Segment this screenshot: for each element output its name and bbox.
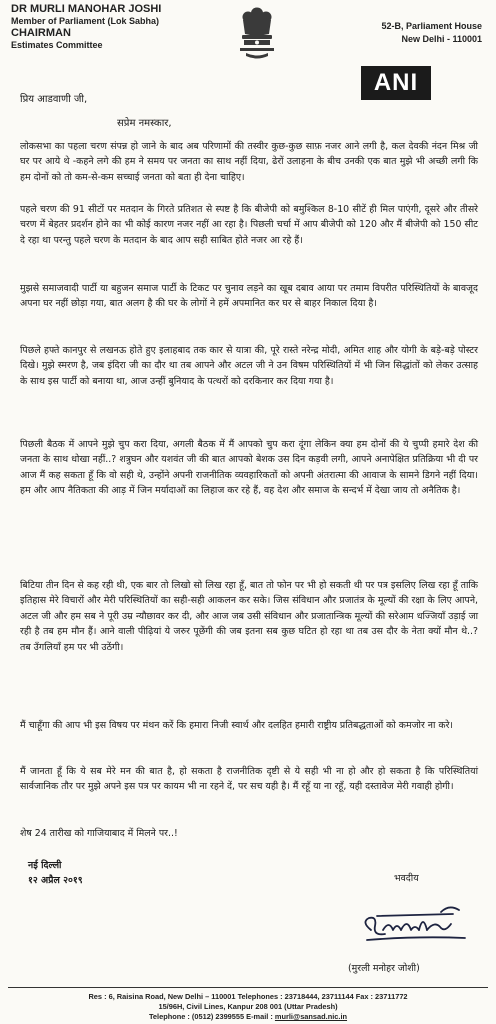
ani-watermark-label: ANI: [373, 69, 419, 96]
footer-address: [8, 992, 488, 1022]
place: नई दिल्ली: [28, 860, 62, 871]
footer-telephone: Telephone : (0512) 2399555 E-mail :: [148, 1012, 275, 1021]
footer-kanpur-line: 15/96H, Civil Lines, Kanpur 208 001 (Uttar Pradesh): [158, 1002, 338, 1011]
body-paragraph-3: मुझसे समाजवादी पार्टी या बहुजन समाज पार्टी के टिकट पर चुनाव लड़ने का खूब दबाव आया पर तमाम विपरीत परिस्थितियों के बावजूद अपना घर नहीं छोड़ा गया, बात अलग है की घर के लोगों ने हमें अपमानित कर घर से बाहर निकाल दिया है।: [20, 283, 478, 310]
closing: भवदीय: [394, 873, 419, 884]
body-paragraph-7: मैं चाहूँगा की आप भी इस विषय पर मंथन करें कि हमारा निजी स्वार्थ और दलहित हमारी राष्ट्रीय प्रतिबद्धताओं को कमजोर ना करे।: [20, 720, 453, 731]
body-paragraph-5: पिछली बैठक में आपने मुझे चुप करा दिया, अगली बैठक में मैं आपको चुप करा दूंगा लेकिन क्या हम दोनों की ये चुप्पी हमारे देश की जनता के साथ धोखा नहीं..? शत्रुघन और यशवंत जी की बात आपको बेशक उस दिन कड़वी लगी, आपने अनापेक्षित प्रतिक्रिया भी दी पर आज मैं कह सकता हूँ कि वो सही थे, उन्होंने अपनी राजनीतिक व्यवहारिकतों को अपनी अंतरात्मा की आवाज के सामने डिगने नहीं दिया। हम और आप नैतिकता की आड़ में जिन मर्यादाओं का लिहाज कर रहे हैं, वह देश और समाज के सन्दर्भ में देखा जाय तो अनैतिक है।: [20, 439, 478, 497]
body-paragraph-9: शेष 24 तारीख को गाजियाबाद में मिलने पर..!: [20, 828, 178, 839]
footer-residence-line: Res : 6, Raisina Road, New Delhi – 110001 Telephones : 23718444, 23711144 Fax : 23711772: [88, 992, 408, 1001]
body-paragraph-6: बिटिया तीन दिन से कह रही थी, एक बार तो लिखो सो लिख रहा हूँ, बात तो फोन पर भी हो सकती थी पर पत्र इसलिए लिख रहा हूँ ताकि इतिहास मेरे विचारों और मेरी परिस्थितियों का सही-सही आकलन कर सके। जिस संविधान और प्रजातंत्र के मूल्यों की रक्षा के लिए आपने, अटल जी और हम सब ने पूरी उम्र न्यौछावर कर दी, और आज जब उसी संविधान और प्रजातान्त्रिक मूल्यों की सरेआम धज्जियाँ उड़ाई जा रही है तब हम मौन हैं। आने वाली पीढ़ियां ये जरुर पूछेंगी की जब इतना सब कुछ घटित हो रहा था तब उस दौर के नेता क्यों मौन थे..? तब उँगलियाँ हम पर भी उठेंगी।: [20, 580, 478, 653]
footer-email-link[interactable]: murli@sansad.nic.in: [274, 1012, 348, 1021]
sender-name: DR MURLI MANOHAR JOSHI: [11, 3, 162, 15]
office-address-line1: 52-B, Parliament House: [381, 21, 482, 31]
body-paragraph-2: पहले चरण की 91 सीटों पर मतदान के गिरते प्रतिशत से स्पष्ट है कि बीजेपी को बमुश्किल 8-10 सीटें ही मिल पाएंगी, दूसरे और तीसरे चरण में बेहतर प्रदर्शन होने का भी कोई कारण नजर नहीं आ रहा है। पिछली चर्चा में आप बीजेपी को 120 और मैं बीजेपी को 150 सीट दे रहा था परन्तु पहले चरण के मतदान के बाद आप सही साबित होते नजर आ रहे हैं।: [20, 204, 478, 246]
ani-watermark: [361, 66, 431, 100]
footer-divider: [8, 987, 488, 988]
sender-committee: Estimates Committee: [11, 40, 103, 50]
sender-designation: Member of Parliament (Lok Sabha): [11, 16, 160, 26]
footer-contact-line: [8, 1012, 488, 1022]
body-paragraph-1: लोकसभा का पहला चरण संपन्न हो जाने के बाद अब परिणामों की तस्वीर कुछ-कुछ साफ़ नजर आने लगी है, कल देवकी नंदन मिश्र जी घर पर आये थे -कहने लगे की हम ने समय पर जनता का साथ नहीं दिया, ढेरों उलाहना के बीच उनकी एक बात मुझे भी अच्छी लगी कि हम दोनों को तो कम-से-कम सच्चाई जनता को बता ही देना चाहिए।: [20, 141, 478, 183]
office-address-line2: New Delhi - 110001: [401, 34, 482, 44]
salutation: प्रिय आडवाणी जी,: [20, 94, 88, 105]
body-paragraph-8: मैं जानता हूँ कि ये सब मेरे मन की बात है, हो सकता है राजनीतिक दृष्टी से ये सही भी ना हो और हो सकता है कि परिस्थितियां सार्वजानिक तौर पर मुझे अपने इस पत्र पर कायम भी ना रहने दें, पर सच यही है। मैं रहूँ या ना रहूँ, यही दस्तावेज मेरी गवाही होगी।: [20, 766, 478, 793]
handwritten-signature: [357, 900, 472, 948]
letterhead-right: [381, 20, 482, 46]
sender-role: CHAIRMAN: [11, 27, 71, 39]
body-paragraph-4: पिछले हफ्ते कानपुर से लखनऊ होते हुए इलाहबाद तक कार से यात्रा की, पूरे रास्ते नरेन्द्र मोदी, अमित शाह और योगी के बड़े-बड़े पोस्टर दिखे। मुझे स्मरण है, जब इंदिरा जी का दौर था तब आपने और अटल जी ने उन विषम परिस्थितियों में भी जिन सिद्धांतों को लेकर उत्साह के साथ इस पार्टी को बनाया था, आज उन्हीं बुनियाद के पत्थरों को दरकिनार कर दिया गया है।: [20, 345, 478, 387]
national-emblem-icon: [236, 4, 278, 64]
greeting: सप्रेम नमस्कार,: [117, 118, 172, 129]
signatory-name: (मुरली मनोहर जोशी): [348, 963, 420, 974]
letterhead-left: [11, 3, 161, 51]
place-date-block: [28, 858, 83, 888]
letter-date: १२ अप्रैल २०१९: [28, 875, 83, 886]
